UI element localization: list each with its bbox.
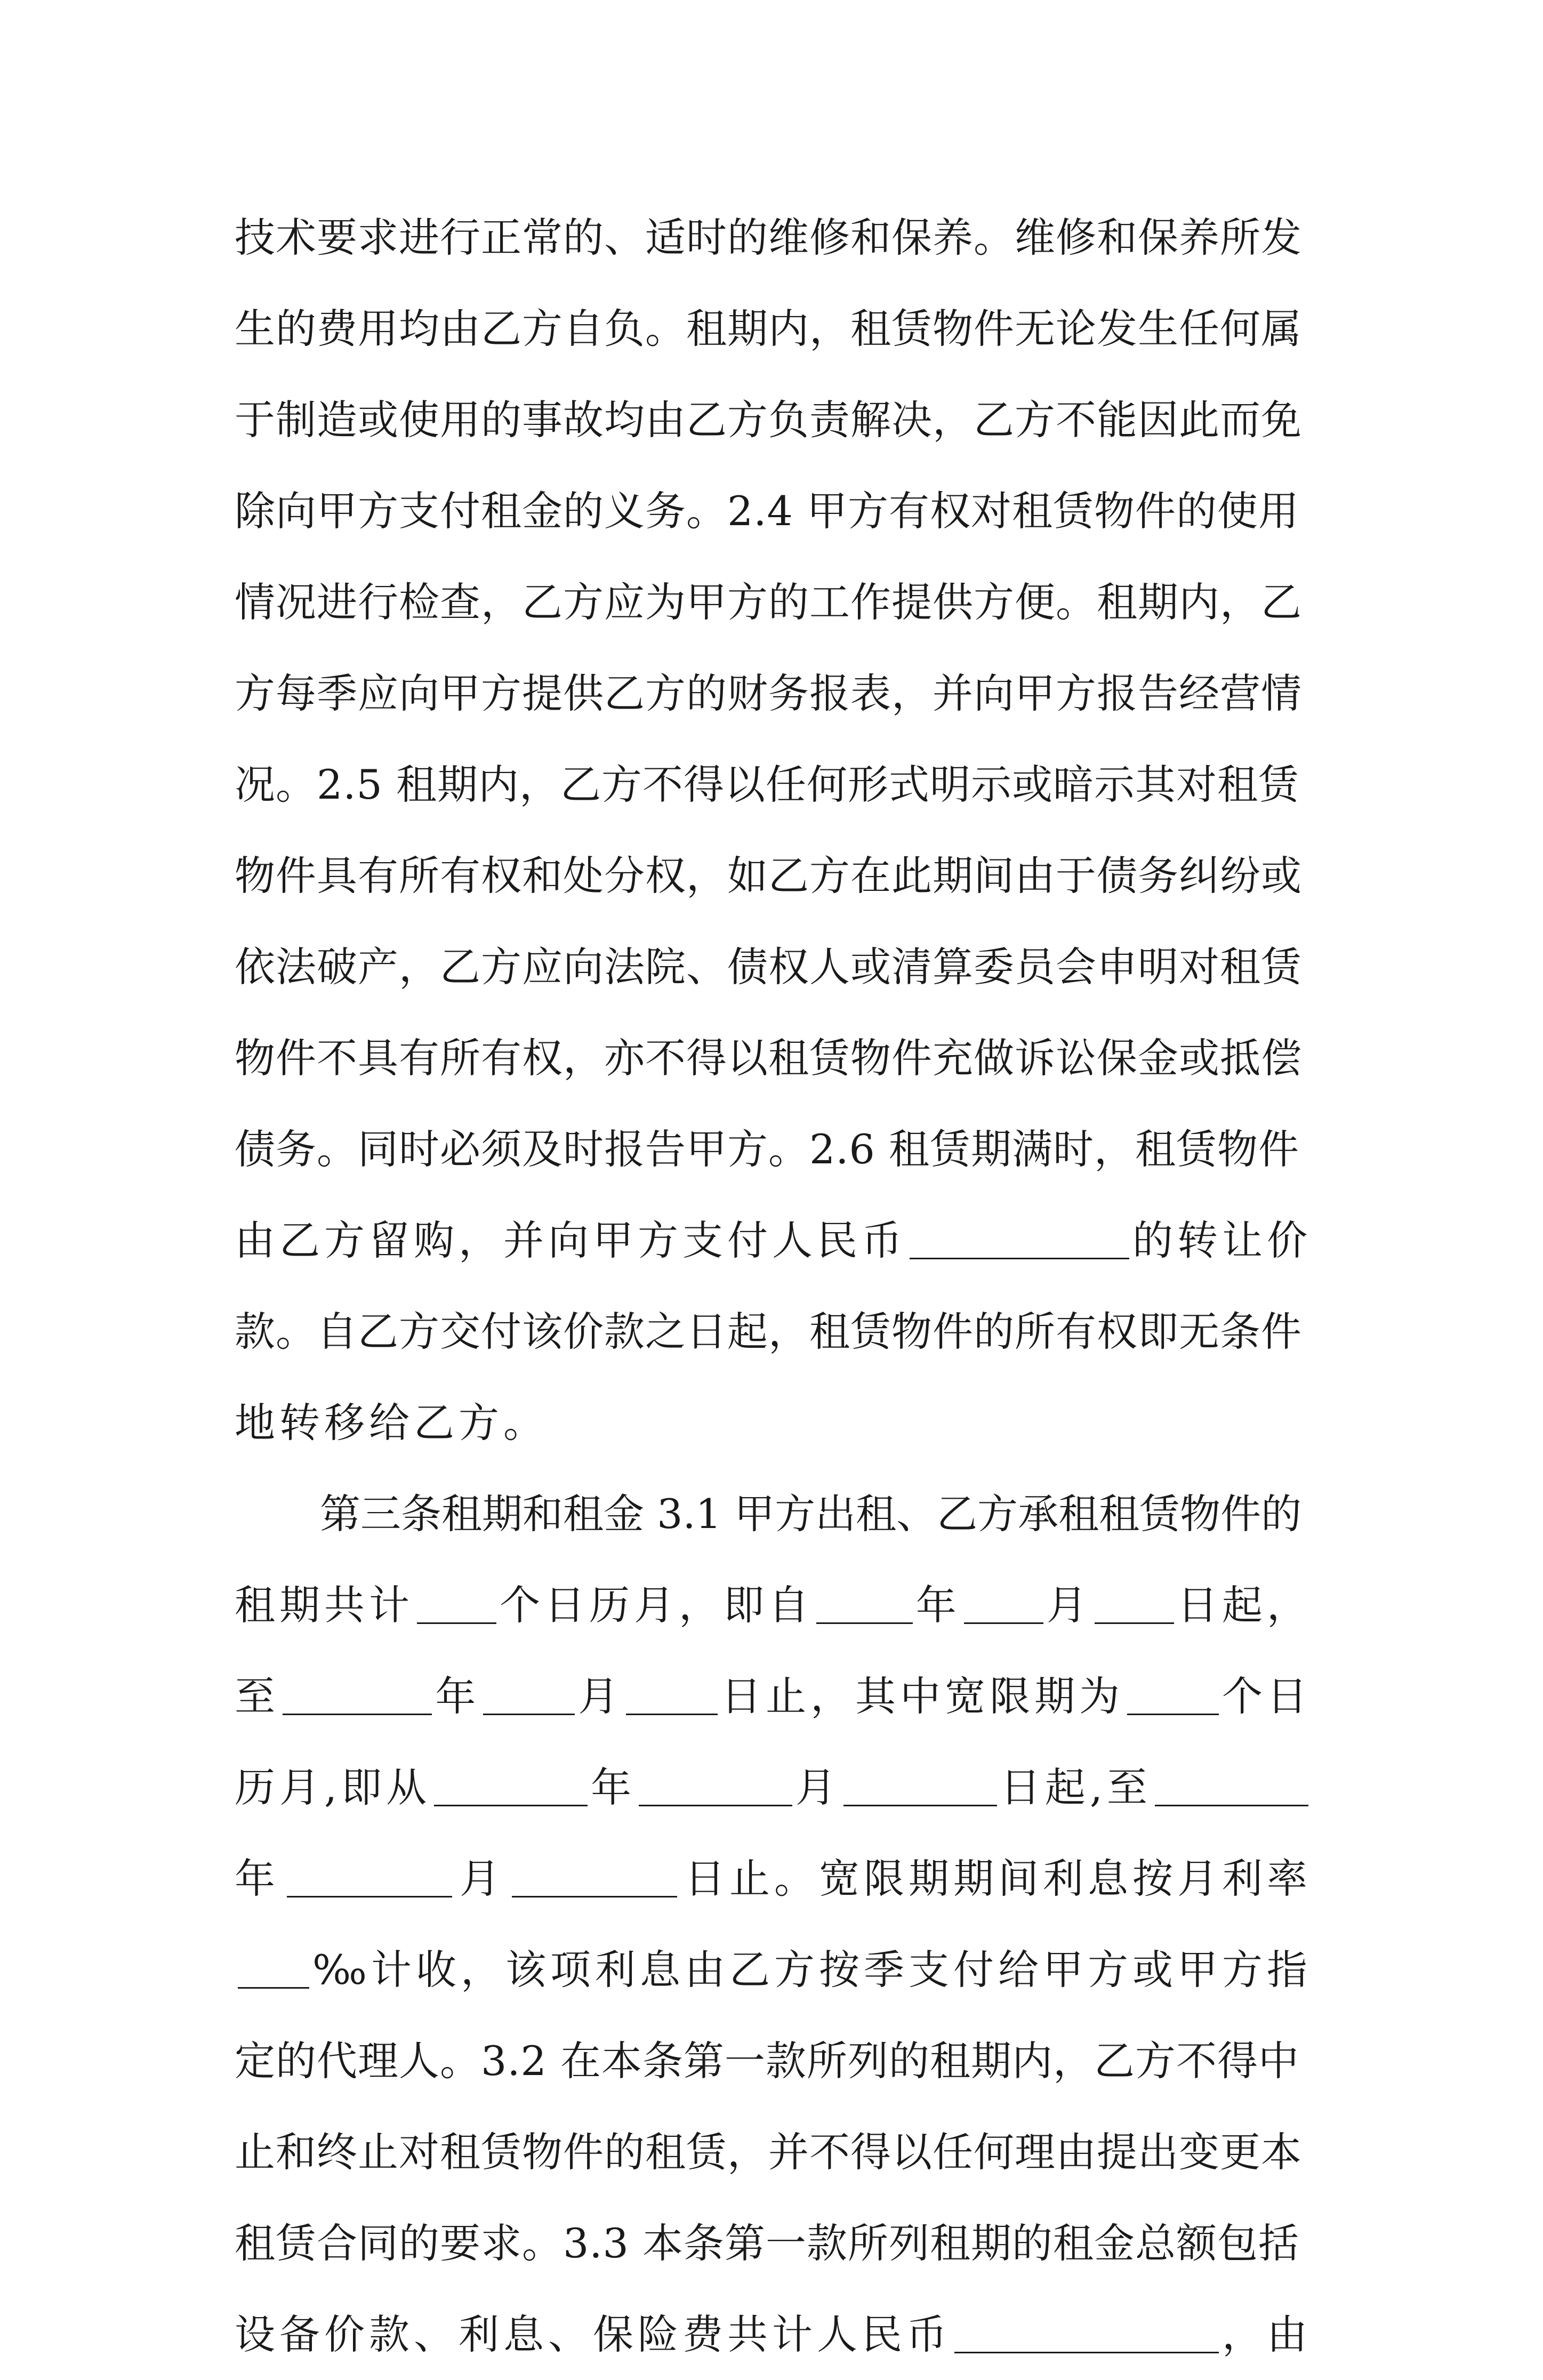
- paragraph-line: [235, 1195, 1312, 1286]
- line-text: 月: [578, 1673, 623, 1720]
- line-text: 于制造或使用的事故均由乙方负责解决，乙方不能因此而免: [235, 396, 1302, 444]
- fill-in-blank: [910, 1215, 1129, 1259]
- fill-in-blank: [283, 1671, 432, 1715]
- line-text: 日止。宽限期期间利息按月利率: [685, 1855, 1312, 1902]
- line-text: 止和终止对租赁物件的租赁，并不得以任何理由提出变更本: [235, 2128, 1302, 2176]
- line-text: 的转让价: [1132, 1217, 1312, 1264]
- fill-in-blank: [816, 1580, 913, 1624]
- line-text: 个日: [1221, 1673, 1312, 1720]
- line-text: 日起,至: [1000, 1764, 1152, 1811]
- line-text: 情况进行检查，乙方应为甲方的工作提供方便。租期内，乙: [235, 578, 1302, 626]
- fill-in-blank: [238, 1944, 309, 1989]
- line-text: ‰计收，该项利息由乙方按季支付给甲方或甲方指: [312, 1946, 1312, 1993]
- fill-in-blank: [954, 2309, 1219, 2353]
- line-text: 地转移给乙方。: [235, 1399, 548, 1446]
- paragraph-line: [235, 1833, 1312, 1924]
- contract-body-text: [235, 192, 1312, 2380]
- paragraph-line: [235, 2289, 1312, 2380]
- line-text: 技术要求进行正常的、适时的维修和保养。维修和保养所发: [235, 214, 1302, 261]
- line-text: 年: [591, 1764, 636, 1811]
- paragraph-line: [235, 283, 1312, 374]
- fill-in-blank: [626, 1671, 718, 1715]
- paragraph-line: [235, 2015, 1312, 2106]
- line-text: 月: [460, 1855, 504, 1902]
- paragraph-line: [235, 2198, 1312, 2289]
- paragraph-line: [235, 1468, 1312, 1559]
- line-text: 租期共计: [235, 1581, 414, 1629]
- paragraph-line: [235, 1104, 1312, 1195]
- line-text: 生的费用均由乙方自负。租期内，租赁物件无论发生任何属: [235, 305, 1302, 352]
- line-text: 债务。同时必须及时报告甲方。2.6 租赁期满时，租赁物件: [235, 1125, 1300, 1173]
- paragraph-line: [235, 1377, 1312, 1468]
- line-text: 个日历月，即自: [500, 1581, 814, 1629]
- line-text: 依法破产，乙方应向法院、债权人或清算委员会申明对租赁: [235, 943, 1302, 991]
- line-text: 年: [435, 1673, 480, 1720]
- fill-in-blank: [287, 1853, 452, 1897]
- paragraph-line: [235, 1286, 1312, 1377]
- line-text: 日起，: [1177, 1581, 1312, 1629]
- paragraph-line: [235, 1012, 1312, 1104]
- fill-in-blank: [1155, 1762, 1308, 1806]
- paragraph-line: [235, 2106, 1312, 2198]
- paragraph-line: [235, 830, 1312, 921]
- line-text: 物件不具有所有权，亦不得以租赁物件充做诉讼保金或抵偿: [235, 1034, 1302, 1082]
- line-text: 定的代理人。3.2 在本条第一款所列的租期内，乙方不得中: [235, 2037, 1300, 2085]
- paragraph-line: [235, 1651, 1312, 1742]
- line-text: 由乙方留购，并向甲方支付人民币: [235, 1217, 906, 1264]
- line-text: 日止，其中宽限期为: [721, 1673, 1124, 1720]
- fill-in-blank: [512, 1853, 677, 1897]
- paragraph-line: [235, 192, 1312, 283]
- paragraph-line: [235, 648, 1312, 739]
- paragraph-line: [235, 921, 1312, 1012]
- fill-in-blank: [434, 1762, 588, 1806]
- fill-in-blank: [1127, 1671, 1219, 1715]
- paragraph-line: [235, 374, 1312, 465]
- line-text: 年: [235, 1855, 279, 1902]
- line-text: 方每季应向甲方提供乙方的财务报表，并向甲方报告经营情: [235, 670, 1302, 717]
- line-text: 况。2.5 租期内，乙方不得以任何形式明示或暗示其对租赁: [235, 761, 1300, 808]
- paragraph-line: [235, 1559, 1312, 1651]
- line-text: 设备价款、利息、保险费共计人民币: [235, 2311, 951, 2358]
- line-text: 第三条租期和租金 3.1 甲方出租、乙方承租租赁物件的: [320, 1490, 1302, 1538]
- paragraph-line: [235, 1924, 1312, 2015]
- line-text: 历月,即从: [235, 1764, 431, 1811]
- line-text: 除向甲方支付租金的义务。2.4 甲方有权对租赁物件的使用: [235, 487, 1300, 535]
- line-text: 至: [235, 1673, 279, 1720]
- paragraph-line: [235, 465, 1312, 557]
- line-text: 月: [795, 1764, 840, 1811]
- paragraph-line: [235, 1742, 1312, 1833]
- paragraph-line: [235, 739, 1312, 830]
- paragraph-line: [235, 557, 1312, 648]
- line-text: 物件具有所有权和处分权，如乙方在此期间由于债务纠纷或: [235, 852, 1302, 899]
- line-text: 年: [915, 1581, 961, 1629]
- line-text: ，由: [1222, 2311, 1312, 2358]
- fill-in-blank: [964, 1580, 1043, 1624]
- fill-in-blank: [639, 1762, 792, 1806]
- line-text: 款。自乙方交付该价款之日起，租赁物件的所有权即无条件: [235, 1308, 1302, 1355]
- fill-in-blank: [1095, 1580, 1174, 1624]
- fill-in-blank: [483, 1671, 575, 1715]
- fill-in-blank: [417, 1580, 496, 1624]
- fill-in-blank: [843, 1762, 997, 1806]
- line-text: 租赁合同的要求。3.3 本条第一款所列租期的租金总额包括: [235, 2220, 1300, 2267]
- line-text: 月: [1046, 1581, 1091, 1629]
